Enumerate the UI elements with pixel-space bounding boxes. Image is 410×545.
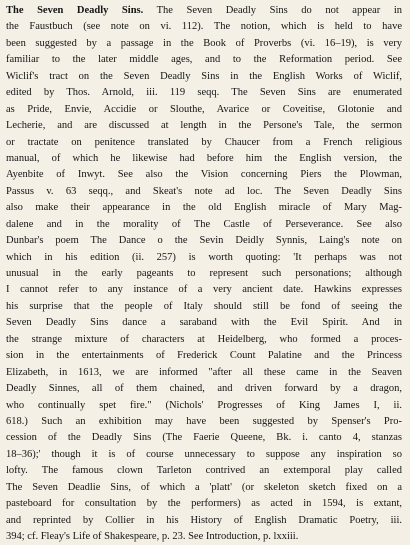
text-line-content: lofty. The famous clown Tarleton contrived an extemporal play called — [6, 465, 402, 477]
text-line-content: Elizabeth, in 1613, we are informed "after all these came in the Seaven — [6, 366, 402, 378]
text-line-content: The Seven Deadly Sins do not appear in — [156, 5, 403, 16]
text-line-27 — [6, 430, 402, 446]
text-line-22 — [6, 348, 402, 364]
text-line-content: dalene and in the morality of The Castle of Perseverance. See also — [6, 218, 402, 230]
text-line-content: as Pride, Envie, Accidie or Slouthe, Avarice or Coveitise, Glotonie and — [6, 103, 402, 115]
paragraph-heading: The Seven Deadly Sins. — [6, 5, 144, 16]
text-line-18 — [6, 282, 402, 298]
text-line-28 — [6, 447, 402, 463]
text-line-25 — [6, 398, 402, 414]
text-line-content: I cannot refer to any instance of a very ancient date. Hawkins expresses — [6, 284, 402, 296]
text-line-content: his surprise that the people of Italy should still be fond of seeing the — [6, 300, 402, 312]
text-line-29 — [6, 463, 402, 479]
text-line-10 — [6, 151, 402, 167]
text-line-8 — [6, 118, 402, 134]
text-line-content: also make their appearance in the old English miracle of Mary Mag- — [6, 202, 402, 214]
text-line-content: Deadly Sinnes, all of them chained, and driven forward by a dragon, — [6, 383, 402, 395]
text-line-5 — [6, 69, 402, 85]
text-line-15 — [6, 233, 402, 249]
text-line-content: 18–36);' though it is of course unnecessary to suppose any inspiration so — [6, 448, 402, 460]
text-line-9 — [6, 135, 402, 151]
text-line-content: or tractate on penitence translated by Chaucer from a French religious — [6, 136, 402, 148]
text-line-4 — [6, 52, 402, 68]
text-line-19 — [6, 299, 402, 315]
text-line-content: The Seven Deadlie Sins, of which a 'platt' (or skeleton sketch fixed on a — [6, 481, 402, 493]
text-line-32 — [6, 513, 402, 529]
text-line-content: the strange mixture of characters at Heidelberg, who formed a proces- — [6, 333, 402, 345]
text-line-2 — [6, 19, 402, 35]
text-line-3 — [6, 36, 402, 52]
text-line-24 — [6, 381, 402, 397]
text-line-content: which in his edition (ii. 257) is worth quoting: 'It perhaps was not — [6, 251, 402, 263]
text-line-6 — [6, 85, 402, 101]
text-line-26 — [6, 414, 402, 430]
text-line-16 — [6, 250, 402, 266]
text-line-content: edited by Thos. Arnold, iii. 119 seqq. The Seven Sins are enumerated — [6, 87, 402, 99]
text-line-11 — [6, 167, 402, 183]
text-line-17 — [6, 266, 402, 282]
text-line-content: sion in the entertainments of Frederick Count Palatine and the Princess — [6, 350, 402, 362]
text-line-content: been suggested by a passage in the Book of Proverbs (vi. 16–19), is very — [6, 37, 402, 49]
text-line-21 — [6, 332, 402, 348]
text-line-content: 618.) Such an exhibition may have been suggested by Spenser's Pro- — [6, 415, 402, 427]
text-line-23 — [6, 365, 402, 381]
text-line-7 — [6, 102, 402, 118]
text-line-content: the Faustbuch (see note on vi. 112). The notion, which is held to have — [6, 21, 402, 33]
text-line-content: cession of the Deadly Sins (The Faerie Queene, Bk. i. canto 4, stanzas — [6, 432, 402, 444]
text-line-14 — [6, 217, 402, 233]
text-line-content: familiar to the later middle ages, and to the Reformation period. See — [6, 54, 402, 66]
text-line-20 — [6, 315, 402, 331]
note-text-block — [6, 3, 403, 542]
text-line-content: Ayenbite of Inwyt. See also the Vision concerning Piers the Plowman, — [6, 169, 402, 181]
text-line-content: manual, of which he likewise had before him the English version, the — [6, 152, 402, 164]
text-line-content: unusual in the early pageants to represent such personations; although — [6, 268, 402, 279]
text-line-content: Seven Deadly Sins dance a saraband with the Evil Spirit. And in — [6, 317, 402, 329]
text-line-1 — [6, 3, 402, 19]
text-line-content: Wiclif's tract on the Seven Deadly Sins in the English Works of Wiclif, — [6, 70, 402, 82]
text-line-content: pasteboard for consultation by the performers) as acted in 1594, is extant, — [6, 498, 402, 510]
text-line-content: Passus v. 63 seqq., and Skeat's note ad loc. The Seven Deadly Sins — [6, 185, 402, 197]
text-line-content: Dunbar's poem The Dance o the Sevin Deidly Synnis, Laing's note on — [6, 235, 402, 247]
text-line-13 — [6, 200, 402, 216]
text-line-12 — [6, 184, 402, 200]
text-line-31 — [6, 496, 402, 512]
text-line-33 — [6, 529, 402, 545]
text-line-content: Lecherie, and are discussed at length in the Persone's Tale, the sermon — [6, 120, 402, 132]
text-line-content: who continually spet fire." (Nichols' Progresses of King James I, ii. — [6, 399, 402, 411]
text-line-30 — [6, 480, 402, 496]
text-line-content: and reprinted by Collier in his History of English Dramatic Poetry, iii. — [6, 514, 402, 526]
text-line-content: 394; cf. Fleay's Life of Shakespeare, p. 23. See Introduction, p. lxxiii. — [6, 531, 299, 542]
